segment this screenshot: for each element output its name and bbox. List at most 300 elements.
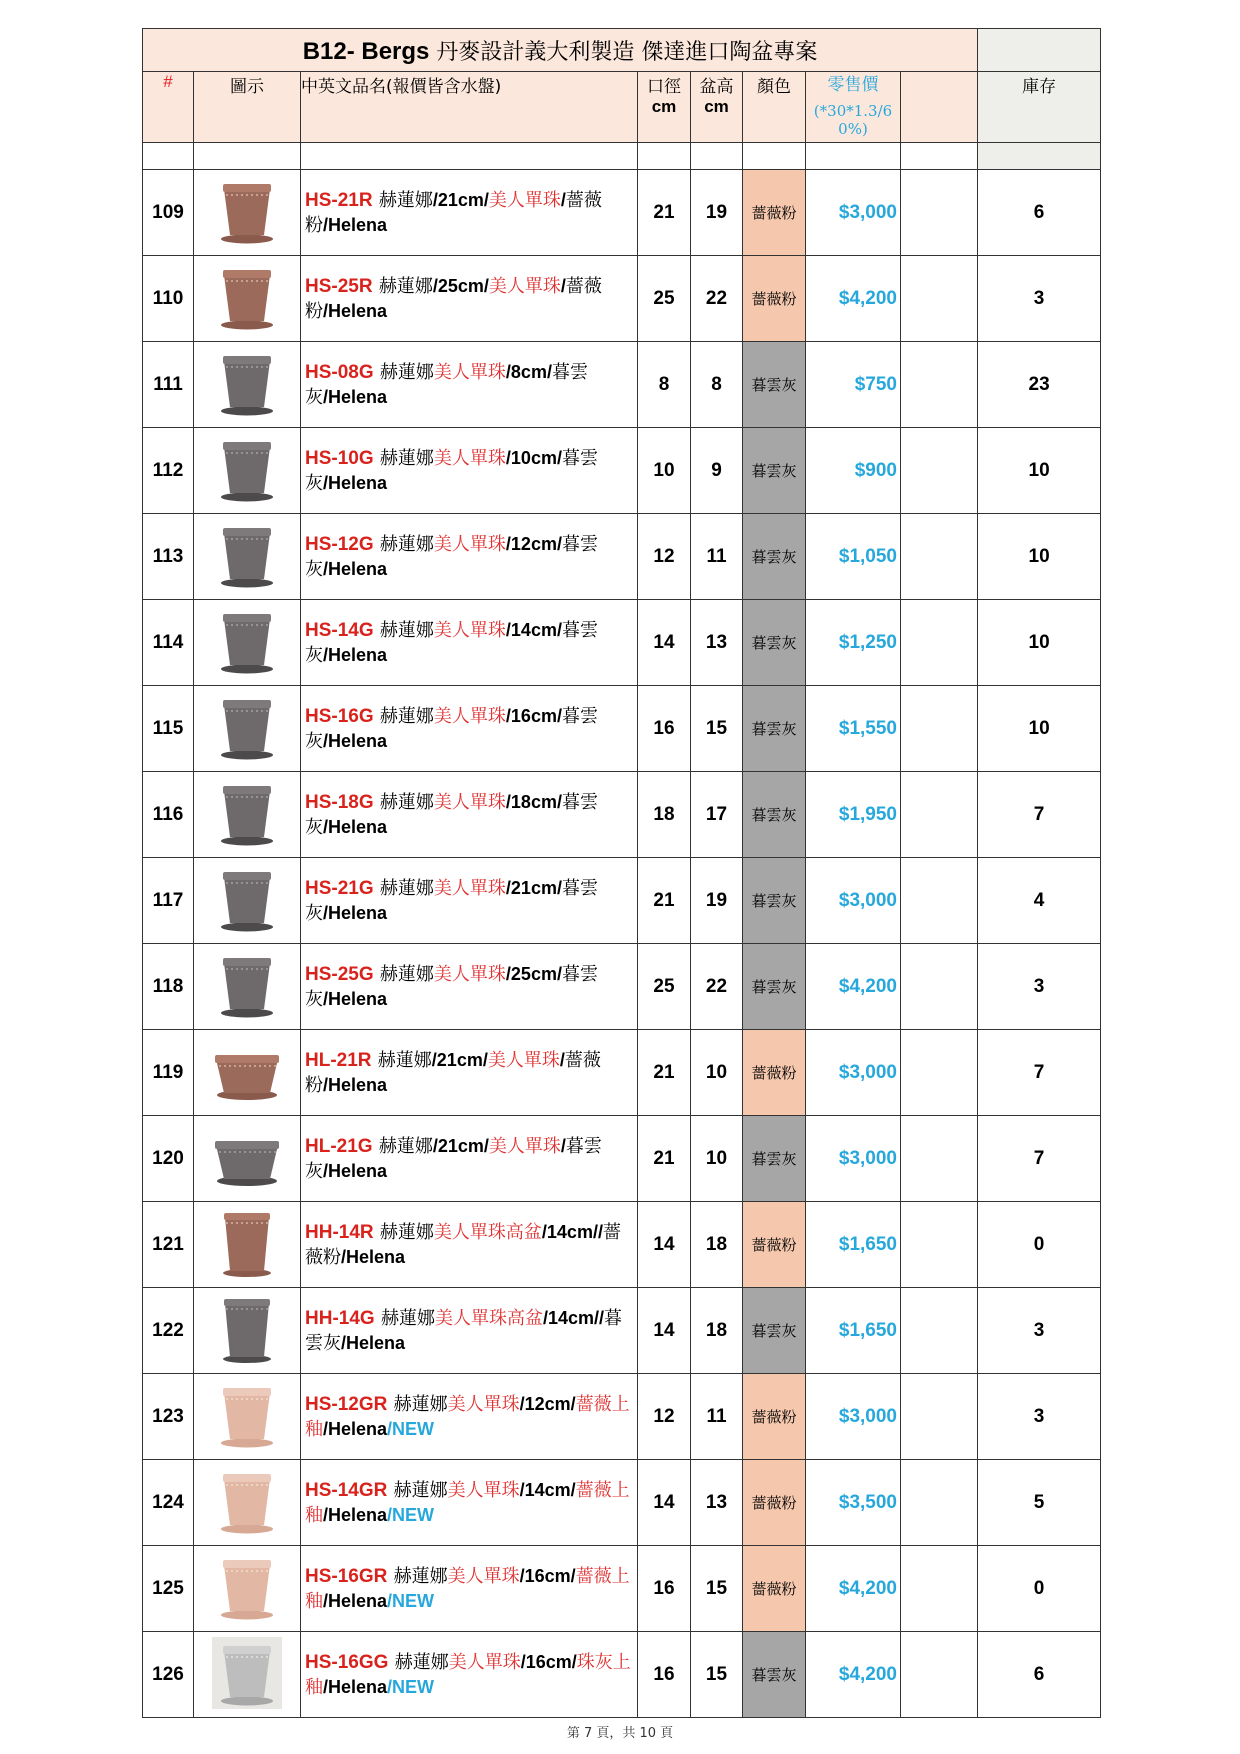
product-name-part: 暮雲灰 — [305, 877, 598, 924]
gray-tall-pot-icon — [212, 1293, 282, 1369]
product-image-cell — [194, 858, 301, 944]
blank-cell — [901, 170, 978, 256]
retail-price: $900 — [806, 428, 901, 514]
diameter: 21 — [638, 170, 691, 256]
diameter: 25 — [638, 256, 691, 342]
product-name-part: 美人單珠 — [488, 275, 561, 297]
item-number: 122 — [143, 1288, 194, 1374]
color-swatch: 暮雲灰 — [743, 1116, 806, 1202]
item-number: 116 — [143, 772, 194, 858]
gray-pot-icon — [212, 347, 282, 423]
blank-cell — [901, 1546, 978, 1632]
product-name-part: / — [560, 1135, 566, 1156]
product-name — [301, 1030, 638, 1116]
product-image-cell — [194, 600, 301, 686]
product-code: HS-14G — [305, 619, 374, 641]
stock-count: 6 — [978, 1632, 1101, 1718]
product-image-cell — [194, 686, 301, 772]
product-image-cell — [194, 170, 301, 256]
pink-tall-pot-icon — [212, 1207, 282, 1283]
product-name-part: 美人單珠 — [433, 963, 506, 985]
product-name-part: 美人單珠 — [488, 189, 561, 211]
product-name — [301, 1546, 638, 1632]
product-code: HH-14R — [305, 1221, 374, 1243]
product-name-part: /12cm/ — [519, 1393, 576, 1414]
color-swatch: 暮雲灰 — [743, 944, 806, 1030]
product-name-part: 暮雲灰 — [305, 361, 588, 408]
product-name-part: /Helena — [323, 988, 388, 1009]
product-image-cell — [194, 1460, 301, 1546]
product-image-cell — [194, 1374, 301, 1460]
header-blank — [901, 72, 978, 143]
product-name — [301, 600, 638, 686]
product-code: HL-21G — [305, 1135, 373, 1157]
blank-cell — [901, 1460, 978, 1546]
retail-price: $3,500 — [806, 1460, 901, 1546]
product-name-part: /NEW — [387, 1676, 435, 1697]
retail-price: $1,050 — [806, 514, 901, 600]
blank-cell — [901, 858, 978, 944]
product-name-part: /Helena — [323, 1590, 388, 1611]
table-row — [143, 1374, 1101, 1460]
header-price-label: 零售價 — [827, 75, 879, 95]
header-height — [691, 72, 743, 143]
stock-count: 7 — [978, 1116, 1101, 1202]
table-row — [143, 686, 1101, 772]
pot-height: 11 — [691, 1374, 743, 1460]
product-name-part: /8cm/ — [505, 361, 552, 382]
table-row — [143, 772, 1101, 858]
product-code: HS-16GR — [305, 1565, 388, 1587]
product-code: HS-10G — [305, 447, 374, 469]
product-name-part: /16cm/ — [519, 1565, 576, 1586]
header-diameter-label: 口徑 — [647, 77, 681, 97]
color-swatch: 薔薇粉 — [743, 1374, 806, 1460]
product-name-part: 珠灰上釉 — [305, 1651, 631, 1698]
color-swatch: 暮雲灰 — [743, 858, 806, 944]
product-image-cell — [194, 772, 301, 858]
item-number: 119 — [143, 1030, 194, 1116]
product-name-part: 暮雲灰 — [305, 533, 598, 580]
pot-height: 18 — [691, 1202, 743, 1288]
product-name — [301, 772, 638, 858]
product-name-part: 赫蓮娜 — [380, 1307, 435, 1329]
table-row — [143, 1116, 1101, 1202]
product-image-cell — [194, 514, 301, 600]
diameter: 14 — [638, 1288, 691, 1374]
title-side-cell — [978, 29, 1101, 72]
pot-height: 15 — [691, 1546, 743, 1632]
header-diameter-unit: cm — [651, 97, 677, 116]
product-name-part: / — [560, 275, 566, 296]
item-number: 126 — [143, 1632, 194, 1718]
color-swatch: 暮雲灰 — [743, 600, 806, 686]
gray-bowl-icon — [212, 1121, 282, 1197]
pot-height: 22 — [691, 944, 743, 1030]
product-name-part: 暮雲灰 — [305, 705, 598, 752]
header-hash: # — [143, 72, 194, 143]
product-name — [301, 944, 638, 1030]
product-name-part: /Helena — [323, 1074, 388, 1095]
product-code: HS-16G — [305, 705, 374, 727]
blank-cell — [901, 944, 978, 1030]
glazed-pink-pot-icon — [212, 1379, 282, 1455]
stock-count: 7 — [978, 1030, 1101, 1116]
gray-pot-icon — [212, 433, 282, 509]
color-swatch: 暮雲灰 — [743, 514, 806, 600]
color-swatch: 薔薇粉 — [743, 1460, 806, 1546]
diameter: 16 — [638, 1546, 691, 1632]
blank-cell — [901, 1030, 978, 1116]
stock-count: 10 — [978, 514, 1101, 600]
product-name — [301, 686, 638, 772]
item-number: 111 — [143, 342, 194, 428]
product-name-part: 赫蓮娜 — [378, 189, 433, 211]
pink-pot-icon — [212, 175, 282, 251]
diameter: 14 — [638, 600, 691, 686]
product-name-part: 暮雲灰 — [305, 791, 598, 838]
product-name-part: 赫蓮娜 — [379, 619, 434, 641]
product-name-part: /Helena — [323, 1418, 388, 1439]
header-name: 中英文品名(報價皆含水盤) — [301, 72, 638, 143]
product-code: HS-08G — [305, 361, 374, 383]
product-name — [301, 170, 638, 256]
product-name-part: /14cm// — [542, 1307, 605, 1328]
blank-cell — [901, 1202, 978, 1288]
product-name — [301, 858, 638, 944]
price-sheet — [142, 28, 1100, 1718]
retail-price: $1,950 — [806, 772, 901, 858]
blank-cell — [901, 1632, 978, 1718]
stock-count: 3 — [978, 256, 1101, 342]
product-name-part: 薔薇上釉 — [305, 1393, 630, 1440]
product-name-part: /NEW — [387, 1418, 435, 1439]
product-code: HL-21R — [305, 1049, 372, 1071]
item-number: 115 — [143, 686, 194, 772]
color-swatch: 薔薇粉 — [743, 256, 806, 342]
header-diameter — [638, 72, 691, 143]
diameter: 25 — [638, 944, 691, 1030]
retail-price: $1,550 — [806, 686, 901, 772]
pot-height: 19 — [691, 858, 743, 944]
product-name-part: /Helena — [323, 1676, 388, 1697]
product-name-part: 暮雲灰 — [305, 447, 598, 494]
gray-pot-icon — [212, 691, 282, 767]
pot-height: 13 — [691, 1460, 743, 1546]
item-number: 118 — [143, 944, 194, 1030]
color-swatch: 暮雲灰 — [743, 686, 806, 772]
diameter: 21 — [638, 1116, 691, 1202]
pink-bowl-icon — [212, 1035, 282, 1111]
product-name — [301, 514, 638, 600]
stock-count: 10 — [978, 686, 1101, 772]
item-number: 113 — [143, 514, 194, 600]
product-name — [301, 1288, 638, 1374]
product-name — [301, 1632, 638, 1718]
retail-price: $3,000 — [806, 1116, 901, 1202]
sheet-title — [143, 29, 978, 72]
product-name-part: 美人單珠 — [448, 1651, 521, 1673]
product-name-part: /Helena — [323, 902, 388, 923]
item-number: 120 — [143, 1116, 194, 1202]
stock-count: 0 — [978, 1546, 1101, 1632]
title-text: 丹麥設計義大利製造 傑達進口陶盆專案 — [436, 39, 818, 65]
product-name-part: /10cm/ — [505, 447, 562, 468]
retail-price: $4,200 — [806, 256, 901, 342]
product-name-part: 美人單珠 — [447, 1393, 520, 1415]
product-name-part: 赫蓮娜 — [379, 877, 434, 899]
title-brand: B12- Bergs — [302, 37, 430, 65]
pot-height: 10 — [691, 1116, 743, 1202]
glazed-gray-pot-photo — [212, 1637, 282, 1713]
pot-height: 15 — [691, 686, 743, 772]
blank-cell — [901, 772, 978, 858]
product-name-part: /18cm/ — [505, 791, 562, 812]
product-name — [301, 256, 638, 342]
stock-count: 4 — [978, 858, 1101, 944]
gray-pot-icon — [212, 519, 282, 595]
product-name-part: 薔薇粉 — [305, 275, 602, 322]
product-name-part: 赫蓮娜 — [379, 791, 434, 813]
product-image-cell — [194, 1632, 301, 1718]
product-image-cell — [194, 342, 301, 428]
pot-height: 8 — [691, 342, 743, 428]
product-name-part: 赫蓮娜 — [379, 447, 434, 469]
product-name-part: 美人單珠 — [433, 361, 506, 383]
product-name — [301, 1460, 638, 1546]
blank-cell — [901, 342, 978, 428]
diameter: 16 — [638, 686, 691, 772]
table-row — [143, 1460, 1101, 1546]
retail-price: $750 — [806, 342, 901, 428]
blank-cell — [901, 1374, 978, 1460]
color-swatch: 暮雲灰 — [743, 342, 806, 428]
product-name-part: /16cm/ — [505, 705, 562, 726]
product-code: HS-16GG — [305, 1651, 389, 1673]
product-code: HS-21R — [305, 189, 373, 211]
stock-count: 10 — [978, 428, 1101, 514]
product-image-cell — [194, 256, 301, 342]
header-row — [143, 72, 1101, 143]
product-name — [301, 428, 638, 514]
diameter: 12 — [638, 1374, 691, 1460]
product-name-part: /Helena — [323, 730, 388, 751]
product-name-part: / — [559, 1049, 565, 1070]
product-name-part: 赫蓮娜 — [379, 963, 434, 985]
product-name-part: 美人單珠 — [433, 791, 506, 813]
glazed-pink-pot-icon — [212, 1551, 282, 1627]
header-color: 顏色 — [743, 72, 806, 143]
product-name-part: 赫蓮娜 — [379, 361, 434, 383]
product-name-part: 赫蓮娜 — [378, 275, 433, 297]
item-number: 109 — [143, 170, 194, 256]
table-row — [143, 1288, 1101, 1374]
color-swatch: 暮雲灰 — [743, 1632, 806, 1718]
table-row — [143, 256, 1101, 342]
color-swatch: 薔薇粉 — [743, 1546, 806, 1632]
stock-count: 7 — [978, 772, 1101, 858]
product-name-part: /21cm/ — [432, 1135, 489, 1156]
product-name-part: /Helena — [323, 816, 388, 837]
retail-price: $3,000 — [806, 858, 901, 944]
product-image-cell — [194, 1116, 301, 1202]
product-name-part: /Helena — [323, 1160, 388, 1181]
retail-price: $3,000 — [806, 1374, 901, 1460]
product-name-part: 美人單珠 — [447, 1565, 520, 1587]
spacer-row — [143, 143, 1101, 170]
product-name-part: /21cm/ — [432, 189, 489, 210]
product-name — [301, 342, 638, 428]
product-name-part: /NEW — [387, 1504, 435, 1525]
product-name-part: 美人單珠 — [487, 1049, 560, 1071]
product-name-part: 美人單珠 — [433, 447, 506, 469]
diameter: 8 — [638, 342, 691, 428]
product-code: HS-25R — [305, 275, 373, 297]
glazed-pink-pot-icon — [212, 1465, 282, 1541]
blank-cell — [901, 686, 978, 772]
product-name-part: /25cm/ — [505, 963, 562, 984]
product-name-part: 美人單珠 — [433, 619, 506, 641]
pot-height: 10 — [691, 1030, 743, 1116]
product-name-part: /Helena — [323, 386, 388, 407]
product-name-part: 美人單珠 — [433, 533, 506, 555]
pot-height: 19 — [691, 170, 743, 256]
product-image-cell — [194, 944, 301, 1030]
stock-count: 5 — [978, 1460, 1101, 1546]
pot-height: 22 — [691, 256, 743, 342]
table-row — [143, 342, 1101, 428]
blank-cell — [901, 428, 978, 514]
item-number: 123 — [143, 1374, 194, 1460]
table-row — [143, 1632, 1101, 1718]
product-name-part: 赫蓮娜 — [393, 1393, 448, 1415]
product-name-part: /NEW — [387, 1590, 435, 1611]
color-swatch: 薔薇粉 — [743, 1030, 806, 1116]
product-name-part: 美人單珠高盆 — [434, 1307, 543, 1329]
table-row — [143, 1546, 1101, 1632]
product-table — [142, 28, 1101, 1718]
diameter: 21 — [638, 858, 691, 944]
table-row — [143, 1030, 1101, 1116]
product-code: HS-18G — [305, 791, 374, 813]
product-name-part: / — [560, 189, 566, 210]
product-code: HS-12GR — [305, 1393, 388, 1415]
diameter: 12 — [638, 514, 691, 600]
item-number: 110 — [143, 256, 194, 342]
product-name-part: 暮雲灰 — [305, 1135, 602, 1182]
item-number: 125 — [143, 1546, 194, 1632]
retail-price: $1,650 — [806, 1202, 901, 1288]
item-number: 124 — [143, 1460, 194, 1546]
pot-height: 18 — [691, 1288, 743, 1374]
header-price — [806, 72, 901, 143]
header-price-formula-end: 0%) — [838, 120, 868, 138]
product-code: HH-14G — [305, 1307, 375, 1329]
product-name-part: /Helena — [323, 300, 388, 321]
retail-price: $4,200 — [806, 944, 901, 1030]
stock-count: 0 — [978, 1202, 1101, 1288]
product-name-part: 赫蓮娜 — [379, 705, 434, 727]
product-name-part: 薔薇粉 — [305, 189, 602, 236]
stock-count: 10 — [978, 600, 1101, 686]
diameter: 18 — [638, 772, 691, 858]
product-name-part: /Helena — [323, 644, 388, 665]
product-name-part: 暮雲灰 — [305, 1307, 623, 1354]
product-image-cell — [194, 1546, 301, 1632]
product-code: HS-14GR — [305, 1479, 388, 1501]
product-name-part: /Helena — [323, 1504, 388, 1525]
gray-pot-icon — [212, 863, 282, 939]
product-name-part: /Helena — [323, 214, 388, 235]
product-name-part: /Helena — [323, 472, 388, 493]
color-swatch: 薔薇粉 — [743, 170, 806, 256]
blank-cell — [901, 1288, 978, 1374]
stock-count: 23 — [978, 342, 1101, 428]
blank-cell — [901, 1116, 978, 1202]
header-height-label: 盆高 — [699, 77, 734, 97]
stock-count: 3 — [978, 1288, 1101, 1374]
product-name-part: 赫蓮娜 — [378, 1135, 433, 1157]
table-row — [143, 514, 1101, 600]
product-name-part: /21cm/ — [505, 877, 562, 898]
table-row — [143, 600, 1101, 686]
retail-price: $1,250 — [806, 600, 901, 686]
product-name — [301, 1374, 638, 1460]
product-name-part: 赫蓮娜 — [394, 1651, 449, 1673]
pot-height: 15 — [691, 1632, 743, 1718]
product-name-part: 美人單珠 — [433, 877, 506, 899]
product-name-part: /14cm// — [541, 1221, 603, 1242]
product-image-cell — [194, 428, 301, 514]
retail-price: $3,000 — [806, 170, 901, 256]
pot-height: 9 — [691, 428, 743, 514]
stock-count: 3 — [978, 1374, 1101, 1460]
product-image-cell — [194, 1030, 301, 1116]
retail-price: $3,000 — [806, 1030, 901, 1116]
color-swatch: 暮雲灰 — [743, 428, 806, 514]
table-row — [143, 944, 1101, 1030]
product-name-part: 赫蓮娜 — [393, 1479, 448, 1501]
table-row — [143, 858, 1101, 944]
diameter: 10 — [638, 428, 691, 514]
header-height-unit: cm — [704, 97, 729, 116]
pot-height: 13 — [691, 600, 743, 686]
gray-pot-icon — [212, 777, 282, 853]
product-name-part: 美人單珠 — [433, 705, 506, 727]
color-swatch: 薔薇粉 — [743, 1202, 806, 1288]
pot-height: 11 — [691, 514, 743, 600]
product-name-part: 暮雲灰 — [305, 963, 598, 1010]
item-number: 114 — [143, 600, 194, 686]
product-image-cell — [194, 1202, 301, 1288]
stock-count: 6 — [978, 170, 1101, 256]
product-name-part: /16cm/ — [520, 1651, 577, 1672]
product-name-part: /21cm/ — [431, 1049, 488, 1070]
color-swatch: 暮雲灰 — [743, 1288, 806, 1374]
product-name-part: 赫蓮娜 — [377, 1049, 432, 1071]
diameter: 16 — [638, 1632, 691, 1718]
product-name-part: 美人單珠 — [447, 1479, 520, 1501]
product-name-part: /25cm/ — [432, 275, 489, 296]
product-name-part: /14cm/ — [519, 1479, 576, 1500]
item-number: 117 — [143, 858, 194, 944]
header-stock: 庫存 — [978, 72, 1101, 143]
blank-cell — [901, 514, 978, 600]
product-code: HS-12G — [305, 533, 374, 555]
pink-pot-icon — [212, 261, 282, 337]
retail-price: $4,200 — [806, 1546, 901, 1632]
product-name-part: 薔薇粉 — [305, 1049, 601, 1096]
